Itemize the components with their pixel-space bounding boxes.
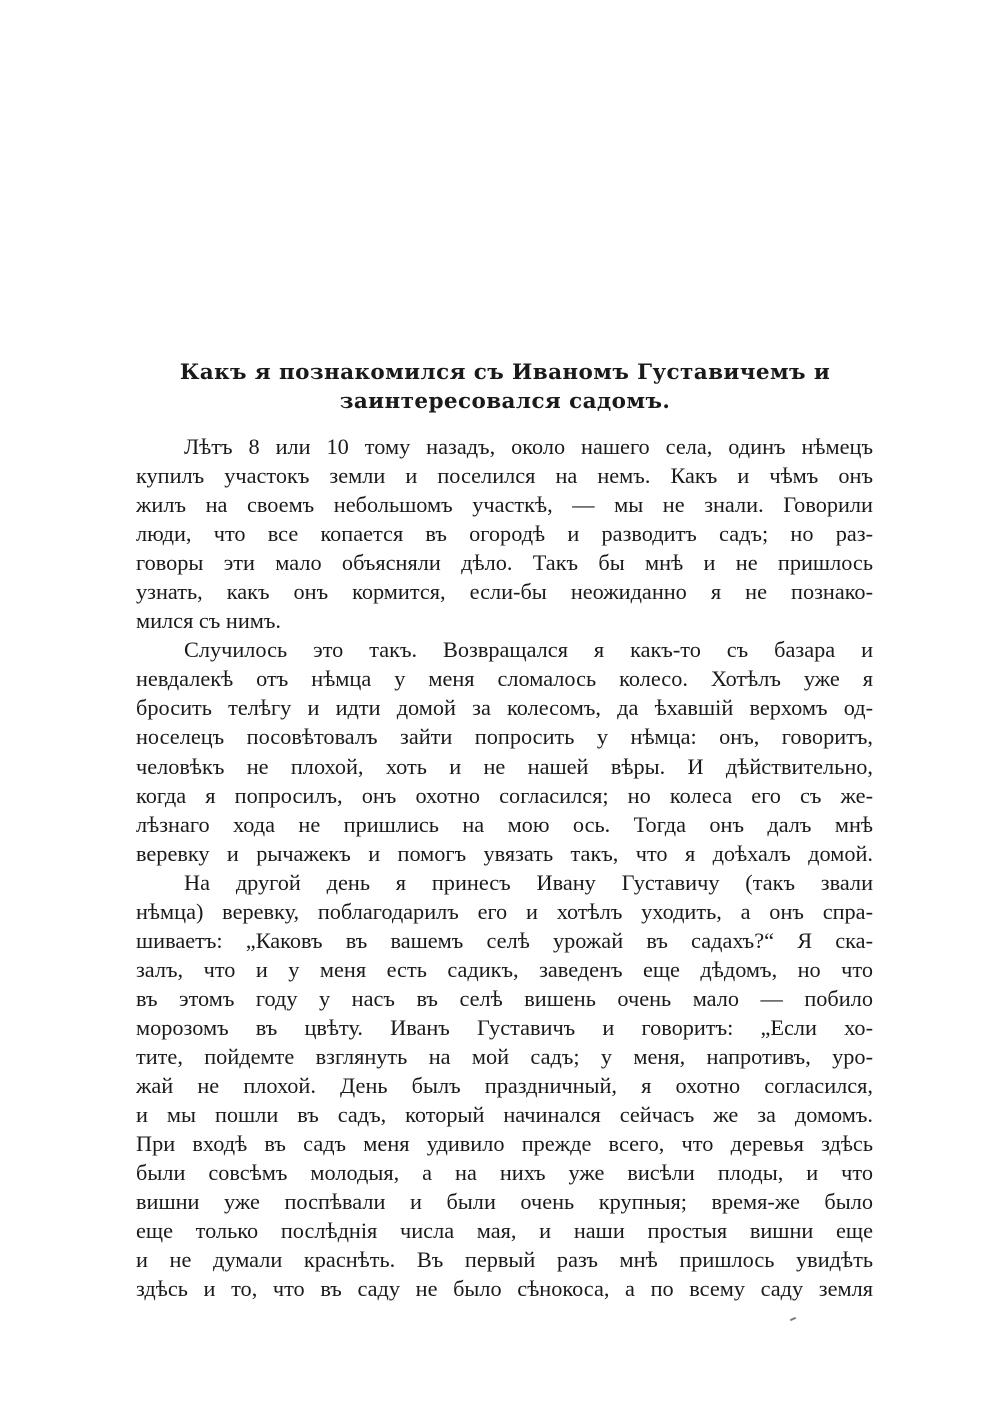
- text-line: морозомъ въ цвѣту. Иванъ Густавичъ и говоритъ: „Если хо-: [136, 1014, 873, 1040]
- text-line: лѣзнаго хода не пришлись на мою ось. Тогда онъ далъ мнѣ: [136, 811, 873, 837]
- text-line: были совсѣмъ молодыя, а на нихъ уже висѣли плоды, и что: [136, 1160, 873, 1186]
- text-line: При входѣ въ садъ меня удивило прежде всего, что деревья здѣсь: [136, 1131, 873, 1157]
- scan-speck: [790, 1317, 796, 1321]
- text-line: нѣмца) веревку, поблагодарилъ его и хотѣлъ уходить, а онъ спра-: [136, 898, 873, 924]
- chapter-heading-line-2: заинтересовался садомъ.: [339, 389, 671, 414]
- text-line: вишни уже поспѣвали и были очень крупныя; время-же было: [136, 1189, 873, 1215]
- body-text: [136, 432, 873, 1303]
- text-line: люди, что все копается въ огородѣ и разводитъ садъ; но раз-: [136, 521, 873, 547]
- text-line: носелецъ посовѣтовалъ зайти попросить у нѣмца: онъ, говоритъ,: [136, 724, 873, 750]
- text-line: и не думали краснѣть. Въ первый разъ мнѣ пришлось увидѣть: [136, 1247, 873, 1273]
- text-line: въ этомъ году у насъ въ селѣ вишень очень мало — побило: [136, 985, 873, 1011]
- text-line: бросить телѣгу и идти домой за колесомъ, да ѣхавшій верхомъ од-: [136, 695, 873, 721]
- text-line: когда я попросилъ, онъ охотно согласился; но колеса его съ же-: [136, 782, 873, 808]
- text-line: веревку и рычажекъ и помогъ увязать такъ, что я доѣхалъ домой.: [136, 840, 873, 866]
- text-line: тите, пойдемте взглянуть на мой садъ; у меня, напротивъ, уро-: [136, 1043, 873, 1069]
- text-line: шиваетъ: „Каковъ въ вашемъ селѣ урожай въ садахъ?“ Я ска-: [136, 927, 873, 953]
- text-line: жай не плохой. День былъ праздничный, я охотно согласился,: [136, 1073, 873, 1099]
- text-line: Лѣтъ 8 или 10 тому назадъ, около нашего села, одинъ нѣмецъ: [184, 434, 873, 459]
- text-line: На другой день я принесъ Ивану Густавичу (такъ звали: [184, 869, 873, 895]
- chapter-heading-line-1: Какъ я познакомился съ Иваномъ Густавичемъ и: [179, 360, 831, 385]
- text-line: залъ, что и у меня есть садикъ, заведенъ еще дѣдомъ, но что: [136, 956, 873, 982]
- text-line: еще только послѣднія числа мая, и наши простыя вишни еще: [136, 1218, 873, 1244]
- text-line: и мы пошли въ садъ, который начинался сейчасъ же за домомъ.: [136, 1102, 873, 1128]
- text-line: здѣсь и то, что въ саду не было сѣнокоса, а по всему саду земля: [136, 1276, 873, 1302]
- text-line: жилъ на своемъ небольшомъ участкѣ, — мы не знали. Говорили: [136, 492, 873, 518]
- text-line: говоры эти мало объясняли дѣло. Такъ бы мнѣ и не пришлось: [136, 550, 873, 576]
- text-line: узнать, какъ онъ кормится, если-бы неожиданно я не познако-: [136, 579, 873, 605]
- text-line: мился съ нимъ.: [136, 608, 281, 634]
- chapter-heading: [130, 358, 880, 416]
- text-line: Случилось это такъ. Возвращался я какъ-то съ базара и: [184, 637, 873, 663]
- text-line: человѣкъ не плохой, хоть и не нашей вѣры. И дѣйствительно,: [136, 753, 873, 779]
- text-line: невдалекѣ отъ нѣмца у меня сломалось колесо. Хотѣлъ уже я: [136, 666, 873, 692]
- text-line: купилъ участокъ земли и поселился на немъ. Какъ и чѣмъ онъ: [136, 463, 873, 489]
